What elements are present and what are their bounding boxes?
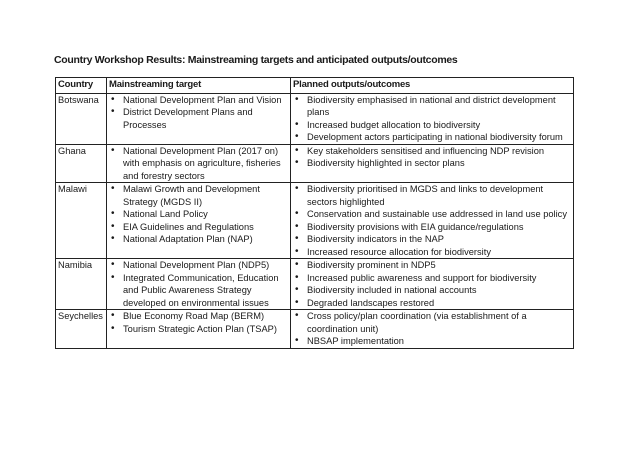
list-item: • EIA Guidelines and Regulations <box>109 221 288 234</box>
list-item: • Biodiversity provisions with EIA guidance/regulations <box>293 221 571 234</box>
header-country: Country <box>56 78 107 94</box>
mainstreaming-target-cell <box>107 259 291 310</box>
list-item: • Key stakeholders sensitised and influencing NDP revision <box>293 145 571 158</box>
list-item: • National Adaptation Plan (NAP) <box>109 233 288 246</box>
header-row <box>56 78 574 94</box>
bullet-list <box>293 94 571 144</box>
country-cell: Botswana <box>56 93 107 144</box>
list-item: • NBSAP implementation <box>293 335 571 348</box>
list-item: • Increased resource allocation for biodiversity <box>293 246 571 259</box>
list-item: • Development actors participating in national biodiversity forum <box>293 131 571 144</box>
header-planned-outputs: Planned outputs/outcomes <box>291 78 574 94</box>
mainstreaming-target-cell <box>107 310 291 349</box>
bullet-list <box>109 145 288 183</box>
country-cell: Ghana <box>56 144 107 183</box>
list-item: • Biodiversity included in national accounts <box>293 284 571 297</box>
list-item: • Tourism Strategic Action Plan (TSAP) <box>109 323 288 336</box>
bullet-list <box>109 183 288 246</box>
mainstreaming-target-cell <box>107 183 291 259</box>
list-item: • Biodiversity prioritised in MGDS and links to development sectors highlighted <box>293 183 571 208</box>
bullet-list <box>293 259 571 309</box>
list-item: • Conservation and sustainable use addressed in land use policy <box>293 208 571 221</box>
table-row <box>56 259 574 310</box>
mainstreaming-target-cell <box>107 93 291 144</box>
planned-outputs-cell <box>291 144 574 183</box>
list-item: • Biodiversity emphasised in national and district development plans <box>293 94 571 119</box>
bullet-list <box>109 94 288 132</box>
bullet-list <box>109 310 288 335</box>
list-item: • National Land Policy <box>109 208 288 221</box>
list-item: • National Development Plan (NDP5) <box>109 259 288 272</box>
list-item: • Biodiversity indicators in the NAP <box>293 233 571 246</box>
planned-outputs-cell <box>291 93 574 144</box>
results-table <box>55 77 574 349</box>
list-item: • District Development Plans and Processes <box>109 106 288 131</box>
list-item: • Biodiversity prominent in NDP5 <box>293 259 571 272</box>
bullet-list <box>293 183 571 258</box>
list-item: • Malawi Growth and Development Strategy (MGDS II) <box>109 183 288 208</box>
list-item: • Integrated Communication, Education and Public Awareness Strategy developed on environmental issues <box>109 272 288 310</box>
list-item: • Degraded landscapes restored <box>293 297 571 310</box>
bullet-list <box>293 145 571 170</box>
list-item: • National Development Plan and Vision <box>109 94 288 107</box>
list-item: • Blue Economy Road Map (BERM) <box>109 310 288 323</box>
list-item: • Increased budget allocation to biodiversity <box>293 119 571 132</box>
list-item: • Biodiversity highlighted in sector plans <box>293 157 571 170</box>
list-item: • National Development Plan (2017 on) with emphasis on agriculture, fisheries and forestry sectors <box>109 145 288 183</box>
planned-outputs-cell <box>291 310 574 349</box>
header-mainstreaming-target: Mainstreaming target <box>107 78 291 94</box>
country-cell: Malawi <box>56 183 107 259</box>
table-body <box>56 93 574 348</box>
list-item: • Cross policy/plan coordination (via establishment of a coordination unit) <box>293 310 571 335</box>
table-row <box>56 93 574 144</box>
country-cell: Seychelles <box>56 310 107 349</box>
table-row <box>56 310 574 349</box>
table-row <box>56 144 574 183</box>
list-item: • Increased public awareness and support for biodiversity <box>293 272 571 285</box>
bullet-list <box>293 310 571 348</box>
page-title: Country Workshop Results: Mainstreaming targets and anticipated outputs/outcomes <box>54 54 458 66</box>
table-row <box>56 183 574 259</box>
mainstreaming-target-cell <box>107 144 291 183</box>
planned-outputs-cell <box>291 183 574 259</box>
planned-outputs-cell <box>291 259 574 310</box>
bullet-list <box>109 259 288 309</box>
country-cell: Namibia <box>56 259 107 310</box>
